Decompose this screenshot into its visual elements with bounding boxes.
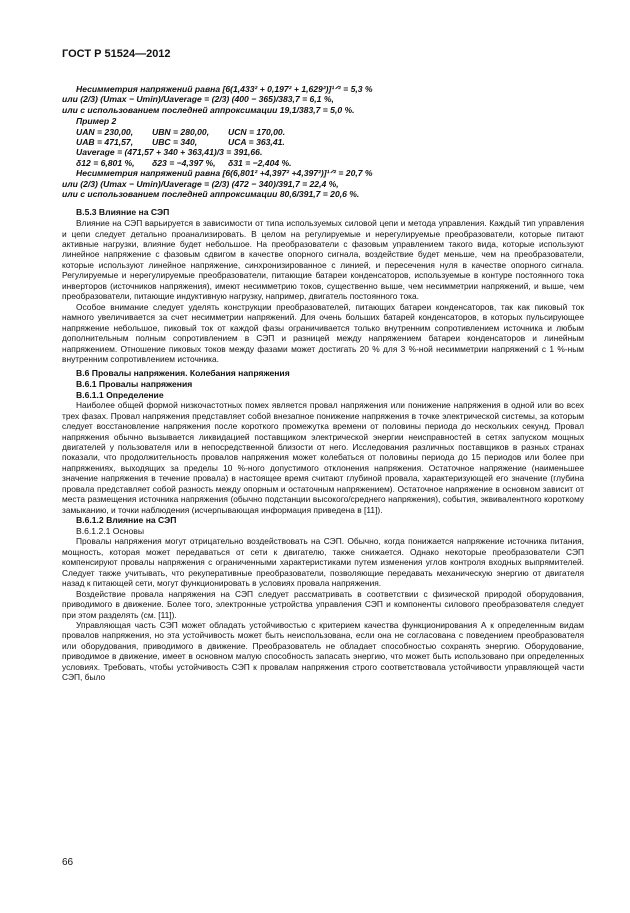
example-value: UCA = 363,41. bbox=[228, 137, 285, 148]
document-page bbox=[62, 48, 584, 683]
formula-line: Несимметрия напряжений равна [6(6,801² +4,397² +4,397²)]¹ᐟ² = 20,7 % bbox=[76, 168, 373, 179]
paragraph: Управляющая часть СЭП может обладать устойчивостью с критерием качества функционирования А к определенным видам провалов напряжения, но эта устойчивость может быть неиспользована, если она не согласована с поведением преобразователя или оборудования, приводимого в движение. Преобразователь не обладает способностью сохранять энергию. Оборудование, приводимое в движение, имеет в основном малую способность запасать энергию, что может быть использовано при определенных условиях. Требовать, чтобы устойчивость СЭП к провалам напряжения строго соответствовала устойчивости управляющей части СЭП, было bbox=[62, 619, 584, 683]
section-heading: В.5.3 Влияние на СЭП bbox=[76, 207, 170, 218]
formula-line: или с использованием последней аппроксимации 19,1/383,7 = 5,0 %. bbox=[62, 104, 355, 115]
example-value: UBC = 340, bbox=[152, 137, 198, 148]
paragraph: Влияние на СЭП варьируется в зависимости от типа используемых силовой цепи и метода управления. Каждый тип управления и цепи следует детально проанализировать. В целом на регулируемые и нерегулируемые преобразователи, которые питают активные нагрузки, влияние будет небольшое. На преобразователи с фазовым управлением такого вида, которые используют линейное напряжение с фазовым сдвигом в качестве опорного сигнала, воздействие будет меньше, чем на преобразователи, которые используют линейное напряжение, синхронизированное с линией, и пересечения нуля в качестве опорного сигнала. Регулируемые и нерегулируемые преобразователи, питающие батареи конденсаторов, используемые в контуре постоянного тока инверторов (источников напряжения), имеют несимметрию токов, существенно выше, чем несимметрии напряжений, и выше, чем преобразователи, питающие индуктивную нагрузку, например, двигатель постоянного тока. bbox=[62, 218, 584, 302]
example-value: UAB = 471,57, bbox=[76, 137, 134, 148]
example-row bbox=[62, 137, 584, 147]
example-row bbox=[62, 158, 584, 168]
example-value: UAN = 230,00, bbox=[76, 126, 134, 137]
formula-line: или (2/3) (Umax − Umin)/Uaverage = (2/3) (472 − 340)/391,7 = 22,4 %, bbox=[62, 178, 339, 189]
subsection-heading: В.6.1.1 Определение bbox=[76, 389, 164, 400]
paragraph: Наиболее общей формой низкочастотных помех является провал напряжения или понижение напряжения в одной или во всех трех фазах. Провал напряжения представляет собой внезапное понижение напряжения в точке электрической системы, за которым следует восстановление напряжения после короткого промежутка времени от половины периода до нескольких секунд. Провал напряжения обычно вызывается ликвидацией поставщиком электрической энергии неисправностей в сетях запуском мощных двигателей у пользователя или в непосредственной близости от него. Исследования различных поставщиков в разных странах показали, что продолжительность провалов напряжения может колебаться от половины периода до 15 периодов или более при напряжениях, выходящих за пределы 10 %-ного допустимого отклонения напряжения. Остаточное напряжение (наименьшее значение напряжения в течение провала) в настоящее время считают глубиной провала, характеризующей его значение (глубина провала представляет собой разность между опорным и остаточным напряжением). Остаточное напряжение в основном зависит от места размещения источника напряжения (обычно подстанции высокого/среднего напряжения), события, эквивалентного короткому замыканию, и точки наблюдения (исчерпывающая информация приведена в [11]). bbox=[62, 400, 584, 515]
formula-line: или (2/3) (Umax − Umin)/Uaverage = (2/3) (400 − 365)/383,7 = 6,1 %, bbox=[62, 94, 334, 105]
subsection-heading: В.6.1.2.1 Основы bbox=[76, 525, 145, 536]
subsection-heading: В.6.1.2 Влияние на СЭП bbox=[76, 515, 177, 526]
section-heading: В.6 Провалы напряжения. Колебания напряжения bbox=[76, 368, 290, 379]
formula-line: Несимметрия напряжений равна [6(1,433² + 0,197² + 1,629²)]¹ᐟ² = 5,3 % bbox=[76, 84, 373, 94]
example-value: δ12 = 6,801 %, bbox=[76, 157, 135, 168]
paragraph: Особое внимание следует уделять конструкции преобразователей, питающих батареи конденсаторов, так как пиковый ток намного увеличивается за счет несимметрии напряжений. Для очень больших батарей конденсаторов, в которых пульсирующее напряжение небольшое, пиковый ток от каждой фазы ограничивается только внутренним сопротивлением источника и любым дополнительным полным сопротивлением в СЭП и разницей между напряжением батареи конденсаторов и линейным напряжением. Отношение пиковых токов между фазами может достигать 20 % для 3 %-ной несимметрии напряжений с 1 %-ным внутренним сопротивлением источника. bbox=[62, 301, 584, 364]
example-average: Uaverage = (471,57 + 340 + 363,41)/3 = 391,66. bbox=[76, 147, 263, 158]
document-header: ГОСТ Р 51524—2012 bbox=[62, 48, 171, 60]
example-title: Пример 2 bbox=[76, 116, 117, 127]
formula-line: или с использованием последней аппроксимации 80,6/391,7 = 20,6 %. bbox=[62, 189, 360, 200]
paragraph: Провалы напряжения могут отрицательно воздействовать на СЭП. Обычно, когда понижается напряжение источника питания, мощность, которая может передаваться от сети к двигателю, также снижается. Однако некоторые преобразователи СЭП компенсируют провалы напряжения с ограниченными характеристиками путем изменения углов контроля входных выпрямителей. Следует также учитывать, что рекуперативные преобразователи, позволяющие передавать механическую энергию от двигателя назад к питающей сети, могут функционировать в условиях провала напряжения. bbox=[62, 536, 584, 589]
example-value: δ23 = −4,397 %, bbox=[152, 157, 216, 168]
paragraph: Воздействие провала напряжения на СЭП следует рассматривать в соответствии с физической природой оборудования, приводимого в движение. Более того, электронные устройства управления СЭП и компоненты силового преобразователя следует при этом разделять (см. [11]). bbox=[62, 588, 584, 620]
example-value: δ31 = −2,404 %. bbox=[228, 157, 292, 168]
page-number: 66 bbox=[62, 857, 74, 868]
example-value: UCN = 170,00. bbox=[228, 126, 286, 137]
example-row bbox=[62, 127, 584, 137]
example-value: UBN = 280,00, bbox=[152, 126, 210, 137]
subsection-heading: В.6.1 Провалы напряжения bbox=[76, 379, 193, 389]
